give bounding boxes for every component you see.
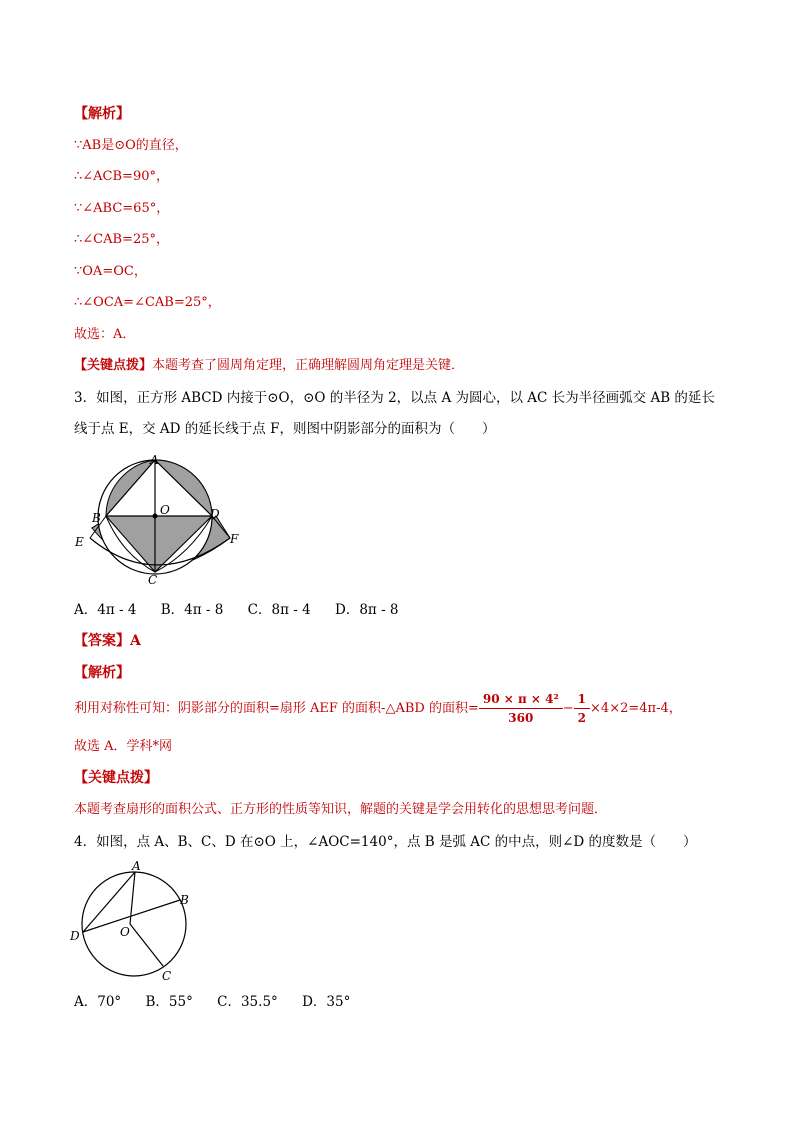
- q3-option-c: C．8π - 4: [247, 602, 311, 618]
- q3-key-text: 本题考查扇形的面积公式、正方形的性质等知识，解题的关键是学会用转化的思想思考问题．: [74, 802, 608, 817]
- analysis-line-1: ∵AB是⊙O的直径，: [74, 138, 188, 153]
- label-d: D: [70, 929, 80, 943]
- q3-analysis-label: 【解析】: [74, 665, 130, 681]
- q3-option-d: D．8π - 8: [335, 602, 399, 618]
- q3-line-1: 3．如图，正方形 ABCD 内接于⊙O，⊙O 的半径为 2，以点 A 为圆心，以 AC 长为半径画弧交 AB 的延长: [74, 390, 715, 406]
- analysis-label: 【解析】: [74, 106, 130, 122]
- q3-options: [74, 600, 419, 620]
- q4-option-b: B．55°: [145, 994, 193, 1010]
- choice-line: 故选：A．: [74, 327, 136, 342]
- q3-analysis-suffix: ×4×2=4π-4，: [590, 701, 682, 716]
- key-point-1: [74, 356, 464, 376]
- minus-sign: −: [562, 701, 574, 716]
- q3-answer: 【答案】A: [74, 633, 141, 649]
- label-b: B: [92, 511, 101, 525]
- label-e: E: [75, 535, 84, 549]
- key-point-label: 【关键点拨】: [74, 358, 153, 373]
- q4-options: [74, 992, 370, 1012]
- analysis-line-6: ∴∠OCA=∠CAB=25°，: [74, 295, 221, 310]
- label-o: O: [120, 925, 130, 939]
- fraction-sector-numerator: 90 × π × 4²: [479, 692, 563, 709]
- label-c: C: [162, 969, 172, 982]
- q4-option-a: A．70°: [74, 994, 122, 1010]
- line-oc: [130, 924, 163, 966]
- q3-line-2: 线于点 E，交 AD 的延长线于点 F，则图中阴影部分的面积为（ ）: [74, 421, 496, 437]
- q3-key-label: 【关键点拨】: [74, 770, 158, 786]
- label-b: B: [180, 893, 189, 907]
- fraction-half-numerator: 1: [574, 692, 590, 709]
- q4-line-1: 4．如图，点 A、B、C、D 在⊙O 上，∠AOC=140°，点 B 是弧 AC 的中点，则∠D 的度数是（ ）: [74, 834, 697, 850]
- label-d: D: [210, 507, 220, 521]
- q3-analysis-prefix: 利用对称性可知：阴影部分的面积=扇形 AEF 的面积-△ABD 的面积=: [74, 701, 479, 716]
- q3-option-a: A．4π - 4: [74, 602, 137, 618]
- q4-option-c: C．35.5°: [217, 994, 278, 1010]
- fraction-half: [574, 692, 590, 725]
- analysis-line-5: ∵OA=OC，: [74, 264, 147, 279]
- q3-figure: [70, 450, 250, 586]
- fraction-sector: [479, 692, 563, 725]
- label-a: A: [150, 453, 159, 467]
- q3-option-b: B．4π - 8: [160, 602, 224, 618]
- q4-figure: [68, 860, 208, 982]
- label-o: O: [160, 503, 170, 517]
- label-c: C: [148, 573, 158, 586]
- q4-option-d: D．35°: [302, 994, 351, 1010]
- q3-analysis-formula: [74, 689, 682, 729]
- q3-choice: 故选 A．学科*网: [74, 739, 173, 754]
- label-f: F: [230, 532, 239, 546]
- key-point-text: 本题考查了圆周角定理，正确理解圆周角定理是关键．: [152, 358, 465, 373]
- analysis-line-2: ∴∠ACB=90°，: [74, 169, 169, 184]
- analysis-line-4: ∴∠CAB=25°，: [74, 232, 169, 247]
- fraction-sector-denominator: 360: [508, 711, 534, 725]
- fraction-half-denominator: 2: [577, 711, 587, 725]
- center-dot: [153, 514, 158, 519]
- label-a: A: [132, 860, 141, 873]
- analysis-line-3: ∵∠ABC=65°，: [74, 201, 170, 216]
